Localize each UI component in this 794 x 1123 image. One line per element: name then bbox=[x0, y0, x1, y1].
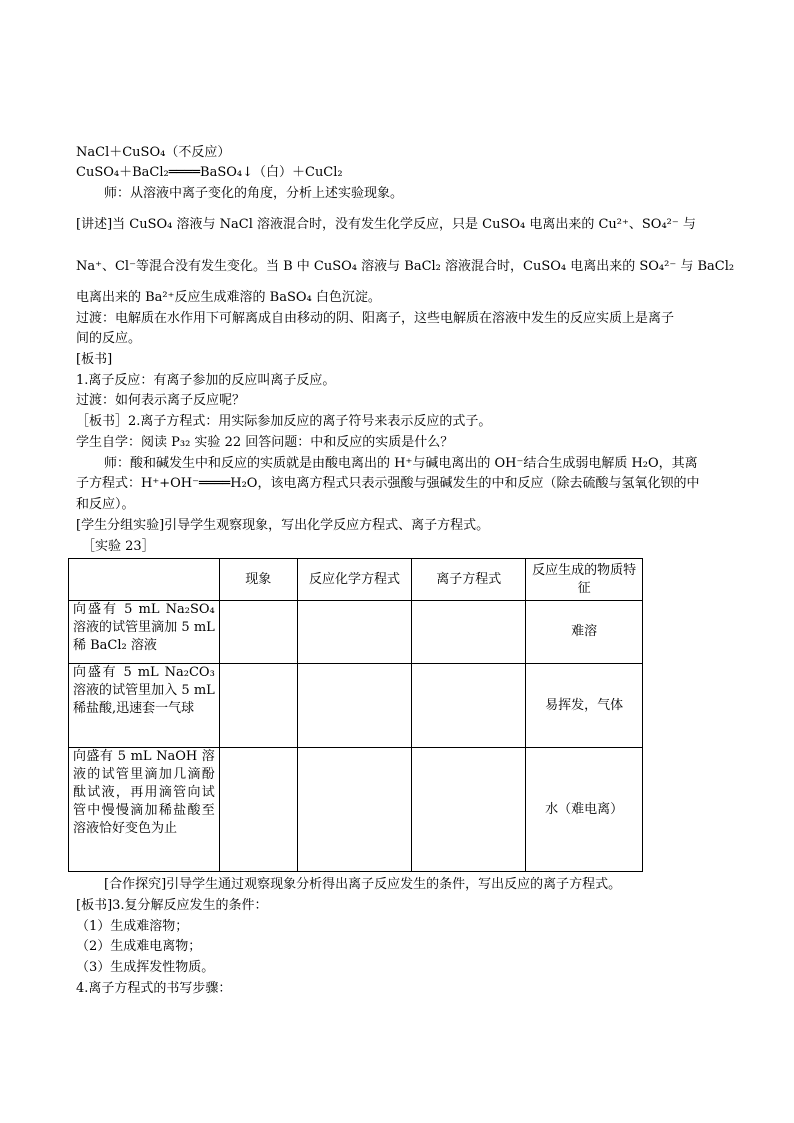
table-row bbox=[69, 664, 643, 748]
text-line: 间的反应。 bbox=[76, 331, 142, 346]
text-line: [学生分组实验]引导学生观察现象，写出化学反应方程式、离子方程式。 bbox=[76, 518, 490, 533]
text-line: ［板书］2.离子方程式：用实际参加反应的离子符号来表示反应的式子。 bbox=[76, 414, 492, 429]
text-line: [板书] bbox=[76, 352, 113, 367]
table-row bbox=[69, 601, 643, 664]
table-cell bbox=[412, 601, 526, 664]
text-line: （3）生成挥发性物质。 bbox=[76, 960, 215, 975]
text-line: 4.离子方程式的书写步骤： bbox=[76, 981, 232, 996]
text-line: 学生自学：阅读 P₃₂ 实验 22 回答问题：中和反应的实质是什么？ bbox=[76, 435, 454, 450]
text-line: （1）生成难溶物； bbox=[76, 919, 189, 934]
text-line: 过渡：电解质在水作用下可解离成自由移动的阴、阳离子，这些电解质在溶液中发生的反应实质上是离子 bbox=[76, 311, 675, 326]
text-line: 和反应）。 bbox=[76, 497, 135, 512]
table-cell bbox=[412, 664, 526, 748]
text-line: CuSO₄＋BaCl₂════BaSO₄↓（白）＋CuCl₂ bbox=[76, 165, 343, 180]
feature-cell: 易挥发，气体 bbox=[526, 664, 643, 748]
table-cell bbox=[297, 664, 412, 748]
table-header-cell: 反应化学方程式 bbox=[297, 559, 412, 601]
text-line: 子方程式：H⁺+OH⁻════H₂O，该电离方程式只表示强酸与强碱发生的中和反应（除去硫酸与氢氧化钡的中 bbox=[76, 476, 700, 491]
text-line: NaCl＋CuSO₄（不反应） bbox=[76, 145, 231, 160]
text-line: 师：酸和碱发生中和反应的实质就是由酸电离出的 H⁺与碱电离出的 OH⁻结合生成弱电解质 H₂O，其离 bbox=[104, 456, 698, 471]
text-line: [板书]3.复分解反应发生的条件： bbox=[76, 898, 268, 913]
table-header-cell: 离子方程式 bbox=[412, 559, 526, 601]
text-line: （2）生成难电离物； bbox=[76, 939, 202, 954]
text-line: 1.离子反应：有离子参加的反应叫离子反应。 bbox=[76, 373, 336, 388]
table-cell bbox=[412, 748, 526, 872]
table-cell bbox=[297, 748, 412, 872]
table-header-cell: 现象 bbox=[219, 559, 297, 601]
text-line: 过渡：如何表示离子反应呢？ bbox=[76, 393, 246, 408]
text-line: 师：从溶液中离子变化的角度，分析上述实验现象。 bbox=[104, 186, 404, 201]
text-line: 电离出来的 Ba²⁺反应生成难溶的 BaSO₄ 白色沉淀。 bbox=[76, 290, 381, 305]
table-cell bbox=[219, 748, 297, 872]
table-header-row bbox=[69, 559, 643, 601]
table-cell bbox=[297, 601, 412, 664]
feature-cell: 水（难电离） bbox=[526, 748, 643, 872]
experiment-cell: 向盛有 5 mL Na₂SO₄ 溶液的试管里滴加 5 mL 稀 BaCl₂ 溶液 bbox=[69, 601, 220, 664]
table-row bbox=[69, 748, 643, 872]
table-header-cell: 反应生成的物质特征 bbox=[526, 559, 643, 601]
experiment-cell: 向盛有 5 mL Na₂CO₃ 溶液的试管里加入 5 mL 稀盐酸,迅速套一气球 bbox=[69, 664, 220, 748]
table-header-cell bbox=[69, 559, 220, 601]
feature-cell: 难溶 bbox=[526, 601, 643, 664]
text-line: Na⁺、Cl⁻等混合没有发生变化。当 B 中 CuSO₄ 溶液与 BaCl₂ 溶液混合时，CuSO₄ 电离出来的 SO₄²⁻ 与 BaCl₂ bbox=[76, 259, 735, 274]
table-cell bbox=[219, 664, 297, 748]
experiment-cell: 向盛有 5 mL NaOH 溶液的试管里滴加几滴酚酞试液，再用滴管向试管中慢慢滴加稀盐酸至溶液恰好变色为止 bbox=[69, 748, 220, 872]
text-line: [合作探究]引导学生通过观察现象分析得出离子反应发生的条件，写出反应的离子方程式。 bbox=[104, 877, 622, 892]
experiment-table bbox=[68, 558, 643, 872]
table-cell bbox=[219, 601, 297, 664]
text-line: [讲述]当 CuSO₄ 溶液与 NaCl 溶液混合时，没有发生化学反应，只是 CuSO₄ 电离出来的 Cu²⁺、SO₄²⁻ 与 bbox=[76, 217, 696, 232]
text-line: ［实验 23］ bbox=[82, 539, 155, 554]
